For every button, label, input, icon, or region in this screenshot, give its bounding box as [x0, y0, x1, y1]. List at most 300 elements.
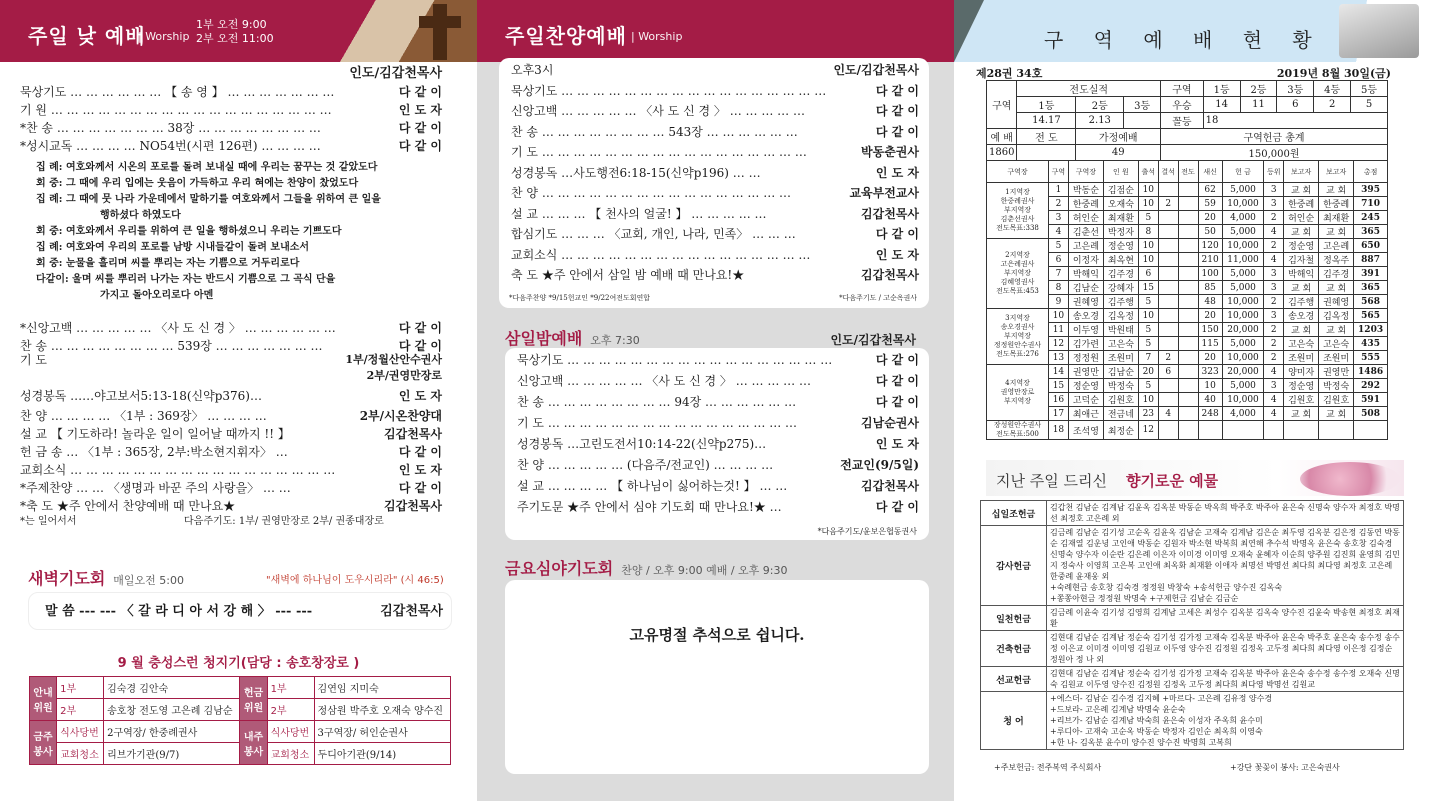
cell: 40	[1198, 393, 1222, 407]
cell: 2	[1049, 197, 1069, 211]
gift-extra: +숙례현금 송호창 김숙경 정정원 박창숙 +송석헌금 양수진 김옥숙	[1050, 583, 1283, 592]
win: 우승	[1161, 97, 1204, 113]
cell: 100	[1198, 267, 1222, 281]
cell: 7	[1138, 351, 1158, 365]
cell: 고은례	[1319, 239, 1354, 253]
dawn-preacher: 김갑천목사	[380, 604, 443, 619]
tm: 2구역장/ 한중례권사	[104, 721, 240, 743]
item-label: 기 도 … … … … … … … … … … … … … … … …	[517, 416, 798, 430]
offering-label	[240, 677, 267, 721]
fri-card	[505, 580, 929, 774]
cell: 김옥정	[1319, 309, 1354, 323]
cell: 10,000	[1222, 309, 1264, 323]
gift-names-text: +에스더- 김남순 김수경 김지혜 +마르다- 고은례 김유정 양수경 +드보라- 고은례 김계남 박명숙 윤순숙 +리브가- 김남순 김계남 박숙희 윤은숙 이성자 주옥희 윤수미 +루디아- 고재숙 고순옥 박동순 박정자 김인순 최옥희 이영숙 +한 나- 김옥분 윤수미 양수진 양수진 박명희 고복희	[1050, 694, 1273, 747]
cell: 김주행	[1284, 295, 1319, 309]
cell: 6	[1049, 253, 1069, 267]
cell: 20	[1138, 365, 1158, 379]
cell	[1264, 421, 1284, 440]
cell: 한중례	[1284, 197, 1319, 211]
item-person: 다 같 이	[875, 104, 919, 118]
thisweek-label	[30, 721, 57, 765]
col-header: 등위	[1264, 161, 1284, 183]
item-person: 김갑천목사	[861, 206, 919, 221]
item-label: 합심기도 … … … 〈교회, 개인, 나라, 민족〉 … … …	[511, 227, 796, 241]
cell: 권혜영	[1319, 295, 1354, 309]
item-label: 찬 송 … … … … … … … … 543장 … … … … … …	[511, 124, 798, 139]
cell: 한중례	[1319, 197, 1354, 211]
cell: 395	[1354, 183, 1388, 197]
w5: 5등	[1351, 81, 1388, 97]
cell: 10,000	[1222, 393, 1264, 407]
cell: 20	[1198, 211, 1222, 225]
item-label: 묵상기도 … … … … … … 【 송 영 】 … … … … … … …	[20, 85, 335, 99]
cell: 365	[1354, 281, 1388, 295]
item-label: 설 교 … … … … 【 하나님이 싫어하는것! 】 … …	[517, 479, 788, 493]
cell: 5,000	[1222, 183, 1264, 197]
cell: 8	[1049, 281, 1069, 295]
order-item	[20, 408, 452, 424]
cell: 391	[1354, 267, 1388, 281]
cell: 10	[1138, 197, 1158, 211]
section-title: 주일찬양예배	[505, 24, 627, 48]
gift-names-text: 김금례 이윤숙 김기성 김영희 김계남 고세은 최성수 김옥분 김옥숙 양수진 김윤숙 박송현 최정호 최재환	[1050, 608, 1400, 628]
order-item	[20, 498, 452, 514]
sunday-morning-header	[0, 0, 477, 62]
cell: 2	[1264, 239, 1284, 253]
cell: 2	[1264, 295, 1284, 309]
item-person: 다 같 이	[398, 85, 442, 99]
cell: 4	[1264, 225, 1284, 239]
r11: 2.13	[1076, 113, 1124, 129]
h31: 전 도	[1017, 129, 1076, 145]
cell: 4	[1264, 407, 1284, 421]
cell: 248	[1198, 407, 1222, 421]
stewards	[0, 640, 477, 801]
cell: 송오경	[1068, 309, 1103, 323]
item-person: 다 같 이	[875, 83, 919, 98]
item-person: 다 같 이	[398, 445, 442, 459]
cell: 9	[1049, 295, 1069, 309]
cell: 2	[1264, 323, 1284, 337]
gift-type: 일천헌금	[981, 606, 1047, 631]
cell: 송오경	[1284, 309, 1319, 323]
wed-time: 오후 7:30	[590, 334, 640, 347]
cell: 3	[1264, 309, 1284, 323]
order-item	[20, 352, 452, 368]
cell: 최옥현	[1103, 253, 1138, 267]
order-item	[20, 480, 452, 496]
cell: 2	[1158, 197, 1178, 211]
cell	[1178, 253, 1198, 267]
cell: 10	[1138, 253, 1158, 267]
lose: 꼴등	[1161, 113, 1204, 129]
district-title: 구 역 예 배 현 황	[1044, 28, 1324, 52]
cell: 김옥정	[1103, 309, 1138, 323]
cell: 고은숙	[1319, 337, 1354, 351]
reading-line: 가지고 돌아오리로다 아멘	[100, 290, 214, 301]
r10: 14.17	[1017, 113, 1076, 129]
u2v: 송호창 전도영 고은례 김남순	[104, 699, 240, 721]
col-header: 구역	[1049, 161, 1069, 183]
order-of-service	[20, 62, 452, 542]
cell: 김남순	[1103, 365, 1138, 379]
cell	[1178, 197, 1198, 211]
sunday-morning-panel	[0, 0, 477, 801]
item-label: 신앙고백 … … … … … 〈사 도 신 경 〉 … … … … …	[517, 374, 811, 388]
group-label: 장성원안수권사 전도목표:500	[987, 421, 1049, 440]
meal2: 식사당번	[267, 721, 314, 743]
col-header: 출석	[1138, 161, 1158, 183]
item-label: 찬 양 … … … … 〈1부 : 369장〉 … … … …	[20, 409, 267, 423]
usher-label	[30, 677, 57, 721]
cell: 최애근	[1068, 407, 1103, 421]
clean2: 교회청소	[267, 743, 314, 765]
item-person: 인 도 자	[398, 103, 442, 117]
time-1: 1부 오전 9:00	[196, 18, 267, 31]
item-person: 2부/권영만장로	[366, 369, 442, 382]
gift-names	[1047, 606, 1404, 631]
wed-card	[505, 348, 929, 540]
u1: 1부	[57, 677, 104, 699]
order-item	[20, 388, 452, 404]
cell: 20,000	[1222, 323, 1264, 337]
v42: 49	[1076, 145, 1161, 161]
cell: 허인순	[1068, 211, 1103, 225]
cell	[1158, 225, 1178, 239]
cell: 568	[1354, 295, 1388, 309]
cell: 5	[1049, 239, 1069, 253]
area-h: 구역	[987, 81, 1017, 129]
item-person: 1부/정월산안수권사	[345, 353, 442, 366]
cell	[1178, 295, 1198, 309]
cell: 7	[1049, 267, 1069, 281]
item-person: 다 같 이	[875, 374, 919, 388]
col-header: 보고자	[1319, 161, 1354, 183]
cross-icon	[433, 4, 447, 60]
cell: 2	[1264, 351, 1284, 365]
item-person: 김갑천목사	[384, 427, 442, 441]
o1: 1부	[267, 677, 314, 699]
item-label: *축 도 ★주 안에서 찬양예배 때 만나요★	[20, 499, 236, 513]
cell	[1178, 309, 1198, 323]
cell	[1284, 421, 1319, 440]
dawn-verse: "새벽에 하나님이 도우시리라" (시 46:5)	[266, 575, 444, 586]
cell: 교 회	[1319, 225, 1354, 239]
reading-line: 다같이: 울며 씨를 뿌리러 나가는 자는 반드시 기쁨으로 그 곡식 단을	[36, 274, 336, 285]
stand-note: *는 일어서서	[20, 516, 77, 527]
cell	[1158, 393, 1178, 407]
cell	[1178, 225, 1198, 239]
cell: 10	[1138, 309, 1158, 323]
stewards-title: 9 월 충성스런 청지기(담당 : 송호창장로 )	[117, 656, 360, 671]
h30: 예 배	[987, 129, 1017, 145]
cell: 교 회	[1284, 323, 1319, 337]
date: 2019년 8월 30일(금)	[1276, 67, 1391, 80]
item-label: 찬 양 … … … … … (다음주/전교인) … … … …	[517, 458, 774, 472]
cell: 2	[1264, 337, 1284, 351]
cell	[1158, 295, 1178, 309]
cell	[1158, 239, 1178, 253]
afternoon-note2: *다음주기도 / 고순옥권사	[839, 294, 917, 302]
gift-table	[980, 500, 1404, 750]
cell: 10,000	[1222, 295, 1264, 309]
cell: 10,000	[1222, 351, 1264, 365]
cell: 120	[1198, 239, 1222, 253]
cell	[1178, 421, 1198, 440]
footnote	[20, 514, 452, 530]
item-label: *주제찬양 … … 〈생명과 바꾼 주의 사랑을〉 … …	[20, 481, 291, 495]
cell: 62	[1198, 183, 1222, 197]
item-label: 설 교 【 기도하라! 놀라운 일이 일어날 때까지 !! 】	[20, 427, 290, 441]
order-item	[20, 426, 452, 442]
col-header: 보고자	[1284, 161, 1319, 183]
cell: 5	[1138, 295, 1158, 309]
group-label: 1지역장 한중례권사 부지역장 김춘선권사 전도목표:338	[987, 183, 1049, 239]
cell: 김남순	[1068, 281, 1103, 295]
cell	[1178, 379, 1198, 393]
cell: 10	[1198, 379, 1222, 393]
v41	[1017, 145, 1076, 161]
item-person: 2부/시온찬양대	[359, 409, 442, 423]
cell: 15	[1138, 281, 1158, 295]
item-label: 교회소식 … … … … … … … … … … … … … … … …	[511, 247, 811, 262]
cell	[1158, 379, 1178, 393]
e2: 2등	[1076, 97, 1124, 113]
cell: 5	[1138, 379, 1158, 393]
e1: 1등	[1017, 97, 1076, 113]
cell: 115	[1198, 337, 1222, 351]
gift-names-text: 김금례 김남순 김기성 고순옥 김윤옥 김남순 고재숙 김계남 김은순 최두영 김옥분 김은정 김동연 박동순 김재열 김운녕 고인애 박동순 김원자 박소현 박복희 최연해 추수석 박명옥 윤은숙 송호창 김숙경 신명숙 양수자 이순란 김은례 이은자 이미경 이미영 오재숙 윤혜자 이순희 양주원 김진희 윤영희 김민지 정숙사 이영희 고은복 고인애 최옥화 최재환 이애자 최명선 박명선 최다희 최다영 최정호 고은례 한중례 윤재웅 외	[1050, 528, 1400, 581]
cell	[1178, 337, 1198, 351]
cell: 교 회	[1319, 281, 1354, 295]
corner-decoration	[954, 0, 984, 62]
flower-service: +강단 꽃꽂이 봉사: 고은숙권사	[1230, 763, 1340, 772]
group-label: 4지역장 권영만장로 부지역장	[987, 365, 1049, 421]
item-person: 다 같 이	[398, 139, 442, 153]
cell: 435	[1354, 337, 1388, 351]
nextweek-label	[240, 721, 267, 765]
cell: 8	[1138, 225, 1158, 239]
group-label: 3지역장 송오경권사 부지역장 정정원안수권사 전도목표:276	[987, 309, 1049, 365]
time-2: 2부 오전 11:00	[196, 32, 274, 45]
cell: 5,000	[1222, 337, 1264, 351]
item-person: 박동춘권사	[861, 145, 919, 159]
cell: 박원태	[1103, 323, 1138, 337]
cell: 10	[1049, 309, 1069, 323]
cell: 4	[1264, 365, 1284, 379]
cell: 김춘선	[1068, 225, 1103, 239]
cell: 정순영	[1103, 239, 1138, 253]
gift-title-1: 지난 주일 드리신	[996, 472, 1107, 490]
gift-header	[986, 460, 1404, 496]
item-person: 다 같 이	[398, 481, 442, 495]
cell: 85	[1198, 281, 1222, 295]
stewards-table	[29, 676, 451, 765]
cell: 박동순	[1068, 183, 1103, 197]
item-label: 설 교 … … … 【 천사의 얼굴! 】 … … … … …	[511, 206, 767, 221]
thisweek-text: 금주 봉사	[33, 731, 53, 758]
district-panel	[954, 0, 1429, 801]
cell: 12	[1138, 421, 1158, 440]
v40: 1860	[987, 145, 1017, 161]
cell: 10	[1138, 393, 1158, 407]
cell: 전금네	[1103, 407, 1138, 421]
item-person: 다 같 이	[398, 321, 442, 335]
cell: 710	[1354, 197, 1388, 211]
cell: 김점순	[1103, 183, 1138, 197]
item-label: 묵상기도 … … … … … … … … … … … … … … … … …	[511, 83, 827, 98]
wv0: 14	[1203, 97, 1240, 113]
item-label: 성경봉독 …고린도전서10:14-22(신약p275)…	[517, 437, 767, 451]
cell: 2	[1264, 211, 1284, 225]
cell: 591	[1354, 393, 1388, 407]
gift-names-text: 김갑천 김남순 김계남 김윤옥 김옥분 박동순 박옥희 박주호 박주아 윤은숙 신명숙 양수자 최정호 박명선 최정호 고은례 외	[1050, 503, 1400, 523]
cell: 5,000	[1222, 281, 1264, 295]
fri-title-text: 금요심야기도회	[505, 559, 614, 578]
cell: 정정원	[1068, 351, 1103, 365]
wv4: 5	[1351, 97, 1388, 113]
w4: 4등	[1314, 81, 1351, 97]
cell: 565	[1354, 309, 1388, 323]
cell: 조원미	[1103, 351, 1138, 365]
item-person: 김남순권사	[861, 416, 919, 430]
item-label: 묵상기도 … … … … … … … … … … … … … … … … …	[517, 353, 833, 367]
cell: 11,000	[1222, 253, 1264, 267]
dawn-time: 매일오전 5:00	[113, 574, 184, 587]
evan-h: 전도실적	[1017, 81, 1161, 97]
o1v: 김연임 지미숙	[314, 677, 450, 699]
cell: 최정순	[1103, 421, 1138, 440]
cell: 3	[1264, 267, 1284, 281]
item-label: 오후3시	[511, 63, 554, 77]
item-person: 다 같 이	[398, 339, 442, 353]
w3: 3등	[1277, 81, 1314, 97]
dawn-sermon: 말 씀 --- --- 〈 갈 라 디 아 서 강 해 〉 --- ---	[45, 604, 313, 619]
cell: 김원호	[1103, 393, 1138, 407]
col-header: 인 원	[1103, 161, 1138, 183]
cell	[1178, 323, 1198, 337]
worship-label: | Worship	[138, 30, 190, 43]
item-person: 다 같 이	[398, 121, 442, 135]
cell	[1158, 337, 1178, 351]
cell: 박정숙	[1319, 379, 1354, 393]
item-label: 교회소식 … … … … … … … … … … … … … … … … …	[20, 463, 336, 477]
wed-note: *다음주기도/윤보은협동권사	[817, 527, 917, 536]
clean1: 교회청소	[57, 743, 104, 765]
cell: 박해익	[1068, 267, 1103, 281]
order-item	[20, 462, 452, 478]
item-label: *찬 송 … … … … … … … 38장 … … … … … … … …	[20, 121, 321, 135]
cell: 3	[1264, 197, 1284, 211]
cell: 교 회	[1284, 225, 1319, 239]
volume: 제28권 34호	[976, 67, 1043, 80]
cell: 권혜영	[1068, 295, 1103, 309]
gift-names	[1047, 692, 1404, 750]
cell: 박해익	[1284, 267, 1319, 281]
district-header	[954, 0, 1429, 62]
cell: 김자철	[1284, 253, 1319, 267]
cell: 59	[1198, 197, 1222, 211]
gift-type: 건축헌금	[981, 631, 1047, 667]
item-label: 주기도문 ★주 안에서 심야 기도회 때 만나요!★ …	[517, 500, 782, 514]
wv2: 6	[1277, 97, 1314, 113]
item-label: 찬 양 … … … … … … … … … … … … … … … …	[511, 186, 792, 200]
cell: 교 회	[1319, 323, 1354, 337]
afternoon-note: *다음주찬양 *9/15헌교인 *9/22여전도회연합	[509, 294, 651, 302]
cell: 15	[1049, 379, 1069, 393]
nc: 두디아기관(9/14)	[314, 743, 450, 765]
cell: 허인순	[1284, 211, 1319, 225]
item-label: 축 도 ★주 안에서 삼일 밤 예배 때 만나요!★	[511, 268, 745, 282]
usher-text: 안내 위원	[33, 687, 53, 714]
cell: 150	[1198, 323, 1222, 337]
cell	[1178, 351, 1198, 365]
item-person: 다 같 이	[875, 124, 919, 139]
cell: 5	[1138, 211, 1158, 225]
item-person: 다 같 이	[875, 500, 919, 514]
cell: 이정자	[1068, 253, 1103, 267]
cell	[1319, 421, 1354, 440]
cell: 10,000	[1222, 197, 1264, 211]
w1: 1등	[1203, 81, 1240, 97]
evening-header	[477, 0, 954, 62]
cell: 18	[1049, 421, 1069, 440]
gift-names-text: 김현대 김남순 김계남 정순숙 김기성 김가정 고재숙 김옥분 박주아 윤은숙 송수정 송수정 오재숙 신명숙 김원교 이두영 양수진 김정원 김정옥 고두정 최다희 최다영 박명선 김원교	[1050, 669, 1400, 689]
lv: 18	[1203, 113, 1387, 129]
col-header: 구역장	[987, 161, 1049, 183]
cell: 김원호	[1284, 393, 1319, 407]
wv3: 2	[1314, 97, 1351, 113]
col-header: 결석	[1158, 161, 1178, 183]
cross-image	[317, 0, 477, 62]
cell: 교 회	[1319, 183, 1354, 197]
cell: 3	[1049, 211, 1069, 225]
book-image	[1339, 4, 1419, 58]
item-label: 성경봉독 …사도행전6:18-15(신약p196) … …	[511, 165, 761, 180]
w2: 2등	[1240, 81, 1277, 97]
item-label: 헌 금 송 … 〈1부 : 365장, 2부:박소현지휘자〉 …	[20, 445, 288, 459]
cell: 6	[1158, 365, 1178, 379]
item-person: 다 같 이	[875, 395, 919, 409]
h32: 가정예배	[1076, 129, 1161, 145]
gift-type: 청 어	[981, 692, 1047, 750]
nextweek-text: 내주 봉사	[243, 731, 264, 758]
wed-title	[505, 326, 640, 349]
cell	[1354, 421, 1388, 440]
cell: 고덕순	[1068, 393, 1103, 407]
cell	[1178, 267, 1198, 281]
gift-type: 십일조헌금	[981, 501, 1047, 526]
cell	[1158, 323, 1178, 337]
summary-table	[986, 80, 1388, 161]
cell: 김주경	[1103, 267, 1138, 281]
cell	[1178, 281, 1198, 295]
h33: 구역헌금 총계	[1161, 129, 1388, 145]
item-person: 인 도 자	[398, 463, 442, 477]
gift-type: 선교헌금	[981, 667, 1047, 692]
gift-names	[1047, 667, 1404, 692]
cell: 323	[1198, 365, 1222, 379]
cell: 교 회	[1284, 281, 1319, 295]
cell: 10	[1138, 239, 1158, 253]
cell: 887	[1354, 253, 1388, 267]
col-header: 새신	[1198, 161, 1222, 183]
item-person: 인 도 자	[875, 437, 919, 451]
cell: 3	[1264, 281, 1284, 295]
cell: 4	[1049, 225, 1069, 239]
cell	[1178, 393, 1198, 407]
cell: 20	[1198, 309, 1222, 323]
